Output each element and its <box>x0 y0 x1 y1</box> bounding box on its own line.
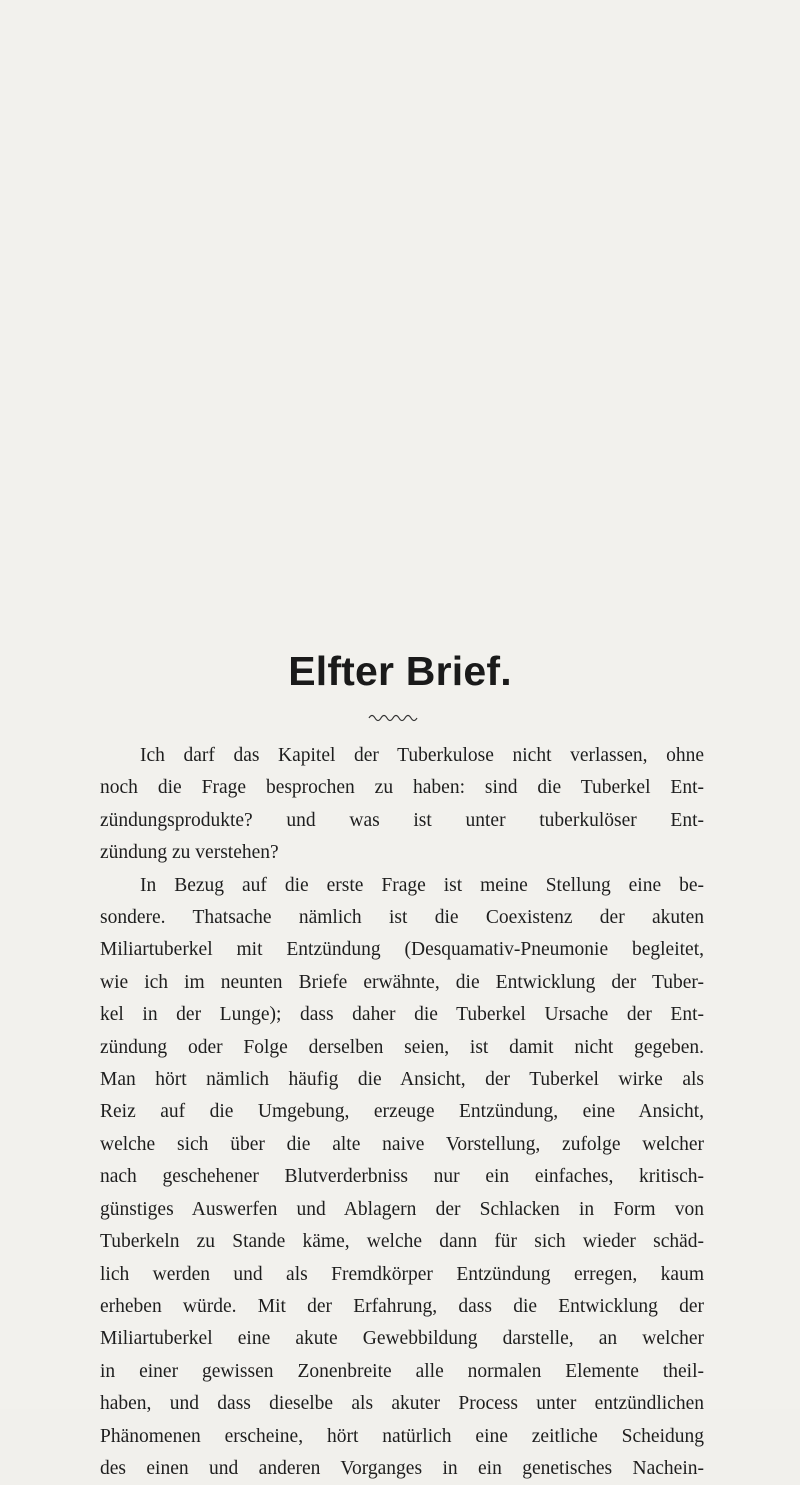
text-line: Man hört nämlich häufig die Ansicht, der Tuberkel wirke als <box>100 1069 704 1091</box>
text-line: kel in der Lunge); dass daher die Tuberkel Ursache der Ent- <box>100 1004 704 1026</box>
text-line: des einen und anderen Vorganges in ein genetisches Nachein- <box>100 1457 704 1479</box>
chapter-title: Elfter Brief. <box>288 648 512 694</box>
text-line: zündung oder Folge derselben seien, ist damit nicht gegeben. <box>100 1036 704 1058</box>
text-line: lich werden und als Fremdkörper Entzündung erregen, kaum <box>100 1263 704 1285</box>
letter-body <box>100 740 704 1485</box>
text-line: zündung zu verstehen? <box>100 842 279 864</box>
title-ornament-squiggle <box>368 712 420 722</box>
text-line: Phänomenen erscheine, hört natürlich eine zeitliche Scheidung <box>100 1425 704 1447</box>
text-line: welche sich über die alte naive Vorstellung, zufolge welcher <box>100 1133 704 1155</box>
text-line: Ich darf das Kapitel der Tuberkulose nicht verlassen, ohne <box>140 745 704 766</box>
text-line: günstiges Auswerfen und Ablagern der Schlacken in Form von <box>100 1198 704 1220</box>
text-line: Reiz auf die Umgebung, erzeuge Entzündung, eine Ansicht, <box>100 1101 704 1123</box>
text-line: Miliartuberkel eine akute Gewebbildung darstelle, an welcher <box>100 1328 704 1350</box>
text-line: Tuberkeln zu Stande käme, welche dann für sich wieder schäd- <box>100 1231 704 1253</box>
text-line: haben, und dass dieselbe als akuter Process unter entzündlichen <box>100 1393 704 1415</box>
text-line: in einer gewissen Zonenbreite alle normalen Elemente theil- <box>100 1360 704 1382</box>
text-line: erheben würde. Mit der Erfahrung, dass die Entwicklung der <box>100 1295 704 1317</box>
text-line: noch die Frage besprochen zu haben: sind die Tuberkel Ent- <box>100 777 704 799</box>
text-line: wie ich im neunten Briefe erwähnte, die Entwicklung der Tuber- <box>100 971 704 993</box>
text-line: Miliartuberkel mit Entzündung (Desquamativ-Pneumonie begleitet, <box>100 939 704 961</box>
text-line: In Bezug auf die erste Frage ist meine Stellung eine be- <box>140 874 704 896</box>
text-line: sondere. Thatsache nämlich ist die Coexistenz der akuten <box>100 907 704 929</box>
text-line: zündungsprodukte? und was ist unter tuberkulöser Ent- <box>100 809 704 831</box>
text-line: nach geschehener Blutverderbniss nur ein einfaches, kritisch- <box>100 1166 704 1188</box>
